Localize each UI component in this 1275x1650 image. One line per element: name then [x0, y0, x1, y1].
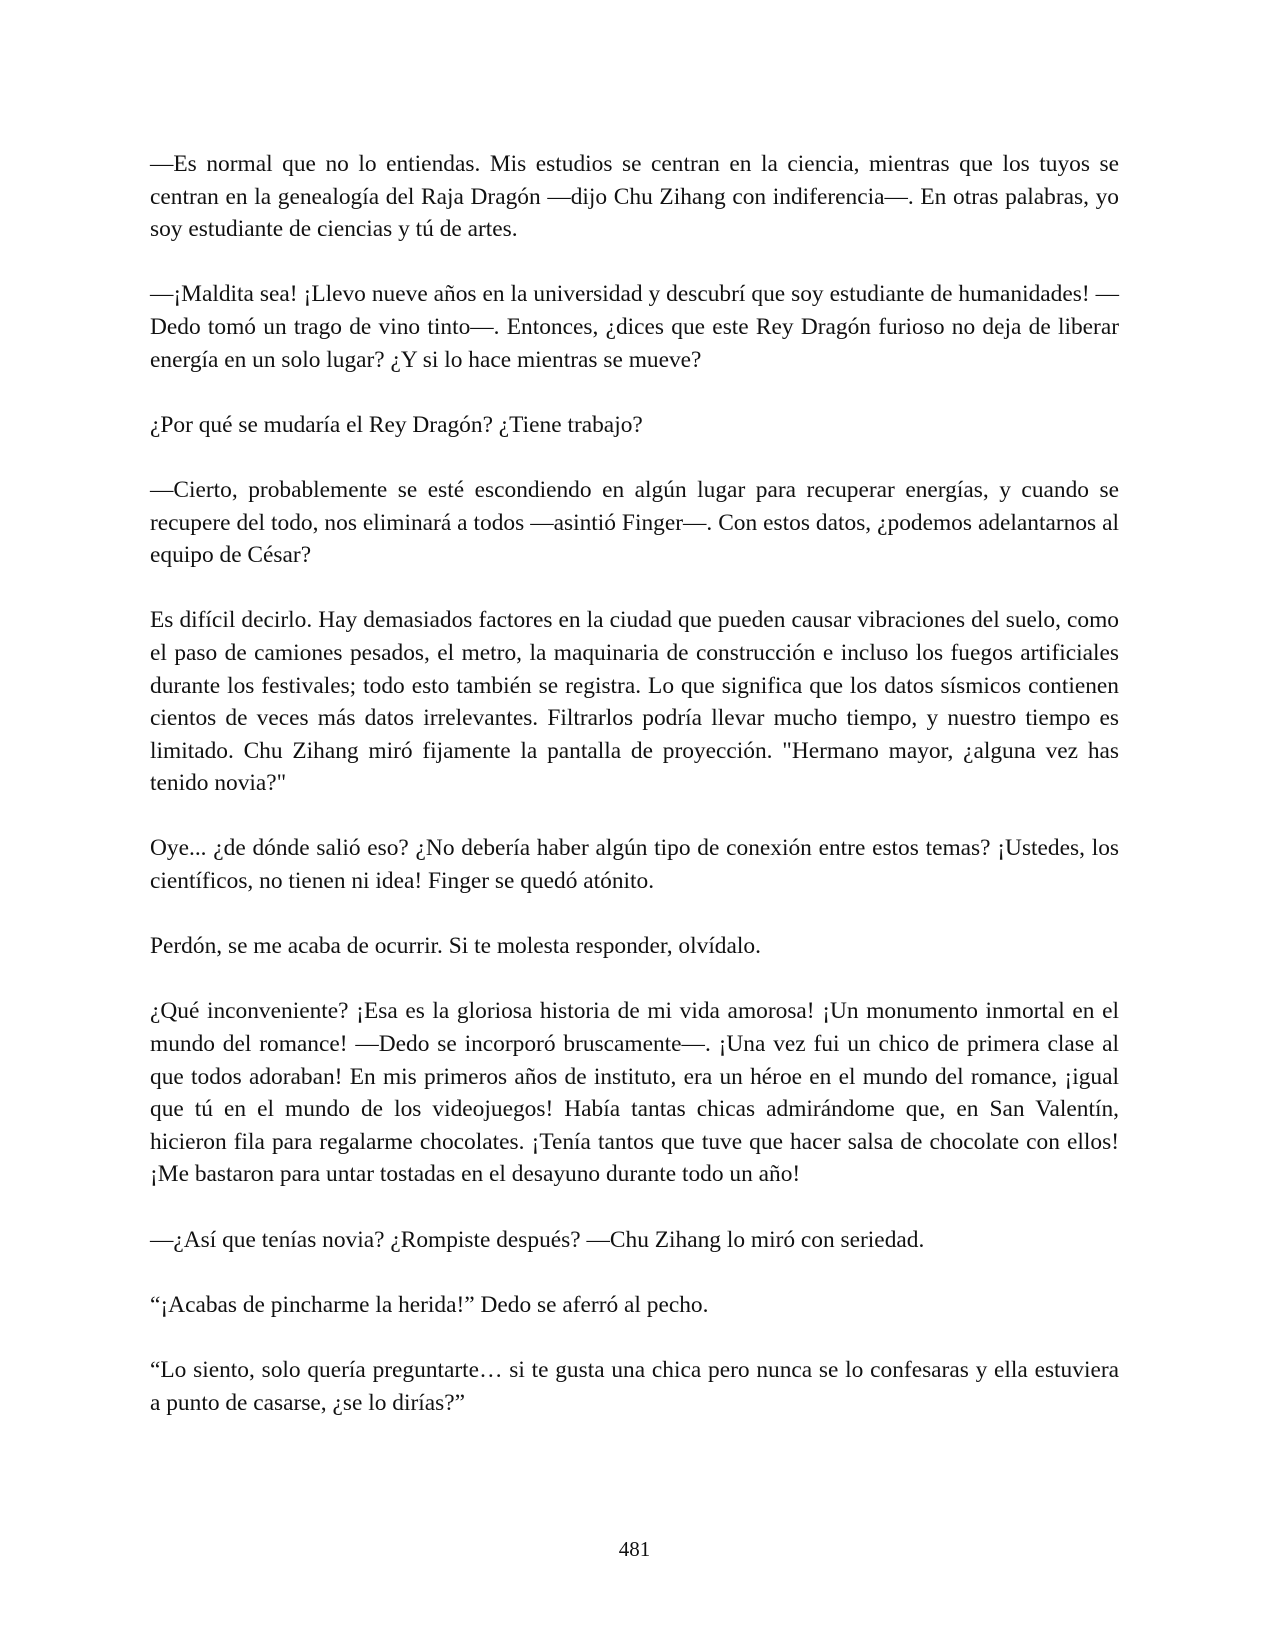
body-text [150, 148, 1119, 1452]
paragraph-6: Oye... ¿de dónde salió eso? ¿No debería haber algún tipo de conexión entre estos temas? ¡Ustedes, los científicos, no tienen ni idea! Finger se quedó atónito. [150, 835, 1119, 895]
document-page [150, 0, 1119, 1650]
paragraph-5: Es difícil decirlo. Hay demasiados factores en la ciudad que pueden causar vibraciones del suelo, como el paso de camiones pesados, el metro, la maquinaria de construcción e incluso los fuegos artificiales durante los festivales; todo esto también se registra. Lo que significa que los datos sísmicos contienen cientos de veces más datos irrelevantes. Filtrarlos podría llevar mucho tiempo, y nuestro tiempo es limitado. Chu Zihang miró fijamente la pantalla de proyección. "Hermano mayor, ¿alguna vez has tenido novia?" [150, 607, 1119, 797]
paragraph-2: —¡Maldita sea! ¡Llevo nueve años en la universidad y descubrí que soy estudiante de humanidades! —Dedo tomó un trago de vino tinto—. Entonces, ¿dices que este Rey Dragón furioso no deja de liberar energía en un solo lugar? ¿Y si lo hace mientras se mueve? [150, 281, 1119, 373]
paragraph-8: ¿Qué inconveniente? ¡Esa es la gloriosa historia de mi vida amorosa! ¡Un monumento inmortal en el mundo del romance! —Dedo se incorporó bruscamente—. ¡Una vez fui un chico de primera clase al que todos adoraban! En mis primeros años de instituto, era un héroe en el mundo del romance, ¡igual que tú en el mundo de los videojuegos! Había tantas chicas admirándome que, en San Valentín, hicieron fila para regalarme chocolates. ¡Tenía tantos que tuve que hacer salsa de chocolate con ellos! ¡Me bastaron para untar tostadas en el desayuno durante todo un año! [150, 998, 1119, 1188]
paragraph-4: —Cierto, probablemente se esté escondiendo en algún lugar para recuperar energías, y cuando se recupere del todo, nos eliminará a todos —asintió Finger—. Con estos datos, ¿podemos adelantarnos al equipo de César? [150, 476, 1119, 569]
paragraph-1: —Es normal que no lo entiendas. Mis estudios se centran en la ciencia, mientras que los tuyos se centran en la genealogía del Raja Dragón —dijo Chu Zihang con indiferencia—. En otras palabras, yo soy estudiante de ciencias y tú de artes. [150, 151, 1119, 243]
paragraph-7: Perdón, se me acaba de ocurrir. Si te molesta responder, olvídalo. [150, 933, 761, 960]
paragraph-11: “Lo siento, solo quería preguntarte… si te gusta una chica pero nunca se lo confesaras y ella estuviera a punto de casarse, ¿se lo dirías?” [150, 1356, 1119, 1416]
paragraph-9: —¿Así que tenías novia? ¿Rompiste después? —Chu Zihang lo miró con seriedad. [150, 1226, 925, 1253]
paragraph-3: ¿Por qué se mudaría el Rey Dragón? ¿Tiene trabajo? [150, 411, 643, 438]
paragraph-10: “¡Acabas de pincharme la herida!” Dedo se aferró al pecho. [150, 1291, 709, 1318]
page-number: 481 [618, 1537, 651, 1561]
